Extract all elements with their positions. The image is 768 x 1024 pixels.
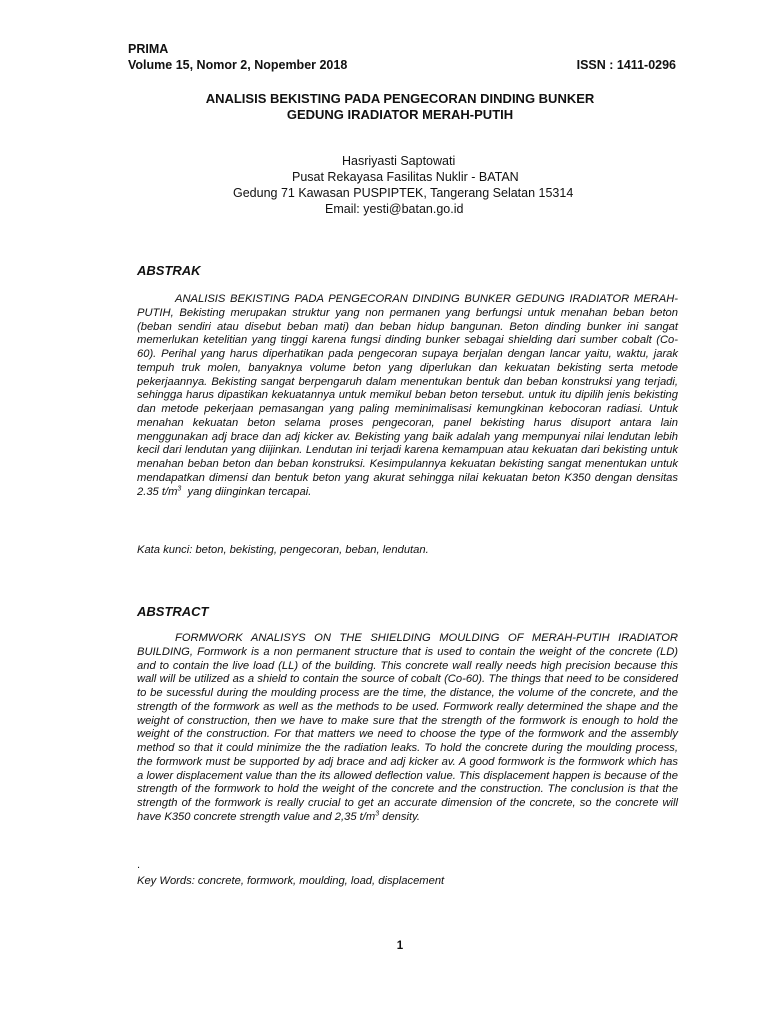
author-email: Email: yesti@batan.go.id (325, 202, 464, 216)
abstrak-text: ANALISIS BEKISTING PADA PENGECORAN DINDING BUNKER GEDUNG IRADIATOR MERAH-PUTIH, Bekisting merupakan struktur yang non permanen yang berfungsi untuk menahan beban beton (beban sendiri atau disebut beban mati) dan beban hidup bangunan. Beton dinding bunker ini sangat memerlukan ketelitian yang tinggi karena fungsi dinding bunker sebagai shielding dari sumber cobalt (Co-60). Perihal yang harus diperhatikan pada pengecoran supaya berjalan dengan lancar yaitu, waktu, jarak tempuh truk molen, banyaknya volume beton yang diperlukan dan kekuatan bekisting serta metode pekerjaannya. Bekisting sangat berpengaruh dalam menentukan bentuk dan beban konstruksi yang terjadi, sehingga harus dipastikan kekuatannya untuk memikul beban beton tersebut. untuk itu dipilih jenis bekisting dan metode pekerjaan pemasangan yang paling meminimalisasi kemungkinan kebocoran radiasi. Untuk menahan kekuatan beton selama proses pengecoran, panel bekisting harus disuport antara lain menggunakan adj brace dan adj kicker av. Bekisting yang baik adalah yang mempunyai nilai lendutan lebih kecil dari lendutan yang diijinkan. Lendutan ini terjadi karena kemampuan atau kekuatan dari bekisting untuk menahan beban beton dan beban konstruksi. Kesimpulannya kekuatan bekisting sangat menentukan untuk mendapatkan dimensi dan bentuk beton yang akurat sehingga nilai kekuatan beton K350 dengan densitas 2.35 t/m (137, 293, 678, 498)
journal-issn: ISSN : 1411-0296 (576, 58, 676, 72)
abstract-text: FORMWORK ANALISYS ON THE SHIELDING MOULDING OF MERAH-PUTIH IRADIATOR BUILDING, Formwork is a non permanent structure that is used to contain the weight of the concrete (LD) and to contain the live load (LL) of the building. This concrete wall really needs high precision because this wall will be utilized as a shield to contain the source of cobalt (Co-60). The things that need to be considered to be sucessful during the moulding process are the time, the distance, the volume of the concrete, and the strength of the formwork as well as the methods to be used. Formwork really determined the shape and the weight of construction, then we have to make sure that the strength of the formwork is enough to hold the weight of the construction. For that matters we need to choose the type of the formwork and the assembly method so that it could minimize the the radiation leaks. To hold the concrete during the moulding process, the formwork must be supported by adj brace and adj kicker av. A good formwork is the formwork which has a lower displacement value than the its allowed deflection value. This displacement happen is because of the strength of the formwork to hold the weight of the concrete and the construction. The conclusion is that the strength of the formwork is really crucial to get an accurate dimension of the concrete, so the concrete will have K350 concrete strength value and 2,35 t/m (137, 632, 678, 823)
abstrak-heading: ABSTRAK (137, 263, 201, 278)
paper-title-line-1: ANALISIS BEKISTING PADA PENGECORAN DINDING BUNKER (205, 91, 595, 106)
abstract-keywords: Key Words: concrete, formwork, moulding, load, displacement (137, 875, 445, 887)
abstract-body (137, 632, 678, 825)
abstract-heading: ABSTRACT (137, 604, 209, 619)
author-name: Hasriyasti Saptowati (342, 154, 456, 168)
abstrak-superscript: 3 (177, 484, 182, 492)
page-number: 1 (396, 940, 404, 952)
journal-volume: Volume 15, Nomor 2, Nopember 2018 (128, 58, 348, 72)
abstrak-keywords: Kata kunci: beton, bekisting, pengecoran, beban, lendutan. (137, 544, 429, 556)
abstract-superscript: 3 (375, 810, 380, 818)
paper-title-line-2: GEDUNG IRADIATOR MERAH-PUTIH (286, 107, 514, 122)
abstrak-text-end: yang diinginkan tercapai. (187, 485, 312, 498)
author-institution: Pusat Rekayasa Fasilitas Nuklir - BATAN (292, 170, 519, 184)
author-address: Gedung 71 Kawasan PUSPIPTEK, Tangerang Selatan 15314 (233, 186, 574, 200)
abstract-text-end: density. (382, 810, 420, 823)
abstrak-body (137, 293, 678, 499)
stray-dot: . (137, 859, 141, 871)
journal-name: PRIMA (128, 42, 169, 56)
